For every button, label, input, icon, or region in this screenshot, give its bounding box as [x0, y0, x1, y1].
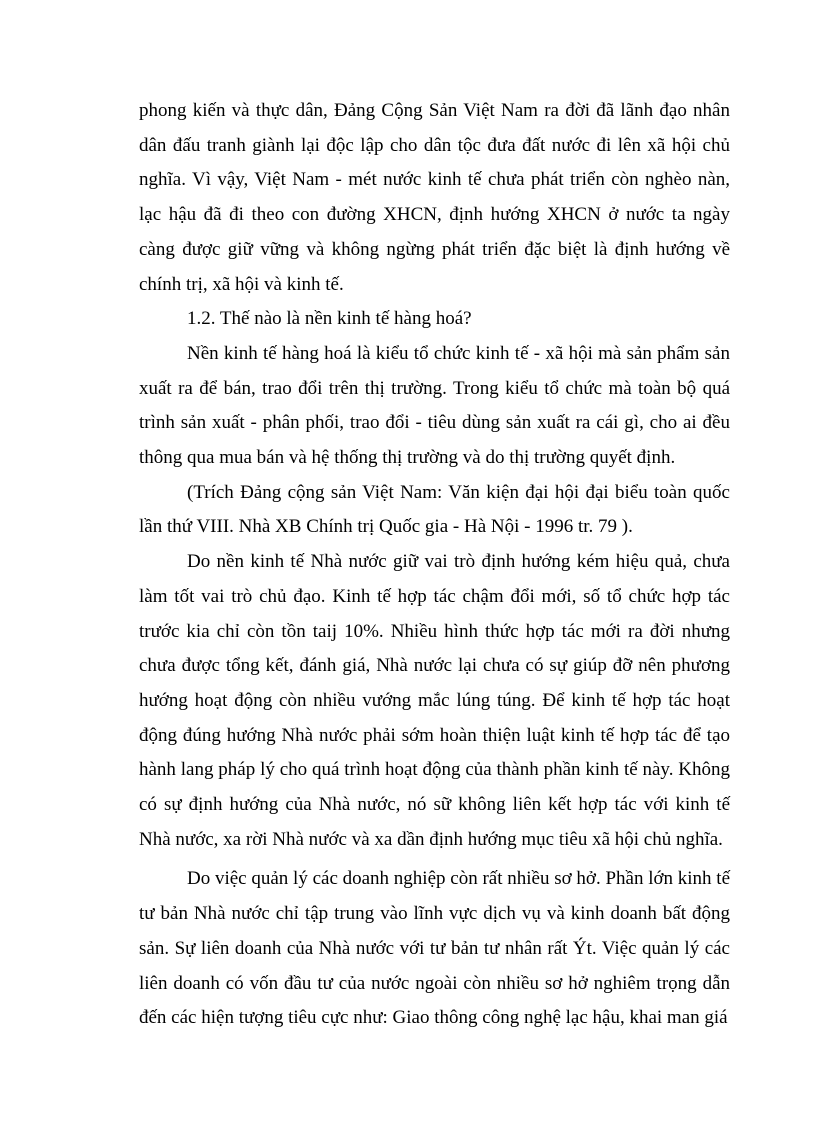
paragraph-citation: (Trích Đảng cộng sản Việt Nam: Văn kiện đại hội đại biểu toàn quốc lần thứ VIII. Nhà XB Chính trị Quốc gia - Hà Nội - 1996 tr. 79 ). — [139, 481, 730, 538]
section-heading-1-2: 1.2. Thế nào là nền kinh tế hàng hoá? — [187, 308, 472, 330]
paragraph-definition: Nền kinh tế hàng hoá là kiểu tổ chức kinh tế - xã hội mà sản phẩm sản xuất ra để bán, trao đổi trên thị trường. Trong kiểu tổ chức mà toàn bộ quá trình sản xuất - phân phối, trao đổi - tiêu dùng sản xuất ra cái gì, cho ai đều thông qua mua bán và hệ thống thị trường và do thị trường quyết định. — [139, 342, 730, 469]
document-body — [139, 94, 730, 1036]
paragraph-state-economy: Do nền kinh tế Nhà nước giữ vai trò định hướng kém hiệu quả, chưa làm tốt vai trò chủ đạo. Kinh tế hợp tác chậm đổi mới, số tổ chức hợp tác trước kia chỉ còn tồn taij 10%. Nhiều hình thức hợp tác mới ra đời nhưng chưa được tổng kết, đánh giá, Nhà nước lại chưa có sự giúp đỡ nên phương hướng hoạt động còn nhiều vướng mắc lúng túng. Để kinh tế hợp tác hoạt động đúng hướng Nhà nước phải sớm hoàn thiện luật kinh tế hợp tác để tạo hành lang pháp lý cho quá trình hoạt động của thành phần kinh tế này. Không có sự định hướng của Nhà nước, nó sữ không liên kết hợp tác với kinh tế Nhà nước, xa rời Nhà nước và xa dần định hướng mục tiêu xã hội chủ nghĩa. — [139, 551, 730, 850]
paragraph-intro: phong kiến và thực dân, Đảng Cộng Sản Việt Nam ra đời đã lãnh đạo nhân dân đấu tranh giành lại độc lập cho dân tộc đưa đất nước đi lên xã hội chủ nghĩa. Vì vậy, Việt Nam - mét nước kinh tế chưa phát triển còn nghèo nàn, lạc hậu đã đi theo con đường XHCN, định hướng XHCN ở nước ta ngày càng được giữ vững và không ngừng phát triển đặc biệt là định hướng về chính trị, xã hội và kinh tế. — [139, 100, 730, 295]
paragraph-enterprise-management: Do việc quản lý các doanh nghiệp còn rất nhiều sơ hở. Phần lớn kinh tế tư bản Nhà nước chỉ tập trung vào lĩnh vực dịch vụ và kinh doanh bất động sản. Sự liên doanh của Nhà nước với tư bản tư nhân rất Ýt. Việc quản lý các liên doanh có vốn đầu tư của nước ngoài còn nhiều sơ hở nghiêm trọng dẫn đến các hiện tượng tiêu cực như: Giao thông công nghệ lạc hậu, khai man giá — [139, 868, 731, 1029]
